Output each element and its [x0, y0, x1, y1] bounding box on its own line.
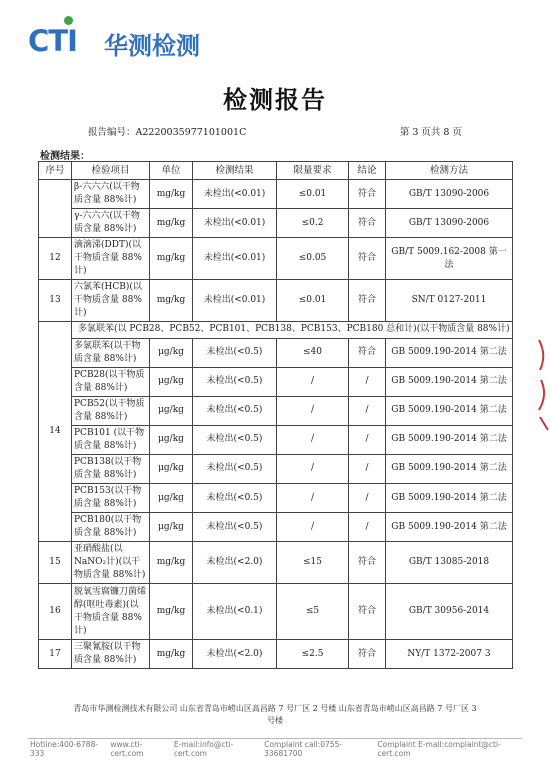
table-header-row [39, 162, 513, 180]
cell-result: 未检出(<2.0) [193, 542, 277, 584]
cell-limit: ≤0.05 [277, 238, 349, 280]
cell-limit: ≤0.2 [277, 209, 349, 238]
cell-limit: ≤15 [277, 542, 349, 584]
cell-no: 15 [39, 542, 72, 584]
footer-contact [30, 740, 530, 758]
cell-unit: μg/kg [150, 513, 193, 542]
cell-no: 13 [39, 280, 72, 322]
cell-result: 未检出(<2.0) [193, 640, 277, 669]
table-row [39, 513, 513, 542]
table-row [39, 238, 513, 280]
cell-item: 脱氧雪腐镰刀菌烯醇(呕吐毒素)(以干物质含量 88%计) [72, 584, 150, 640]
footer-address: 青岛市华测检测技术有限公司 山东省青岛市崂山区高昌路 7 号厂区 2 号楼 山东省青岛市崂山区高昌路 7 号厂区 3 号楼 [73, 704, 477, 725]
cell-limit: ≤0.01 [277, 180, 349, 209]
table-row [39, 425, 513, 454]
report-number: 报告编号：A2220035977101001C [88, 127, 247, 138]
header-unit: 单位 [150, 162, 193, 180]
cell-item: β-六六六(以干物质含量 88%计) [72, 180, 150, 209]
cell-method: GB 5009.190-2014 第二法 [386, 367, 513, 396]
footer-complaint-email: Complaint E-mail:complaint@cti-cert.com [377, 740, 501, 758]
cell-method: GB 5009.190-2014 第二法 [386, 454, 513, 483]
header-no: 序号 [39, 162, 72, 180]
cell-no: 14 [39, 322, 72, 542]
footer-complaint-call: Complaint call:0755-33681700 [264, 740, 343, 758]
red-seal-stamp [537, 335, 550, 435]
cell-limit: ≤5 [277, 584, 349, 640]
table-row [39, 454, 513, 483]
footer-hotline: Hotline:400-6788-333 [30, 740, 99, 758]
cell-limit: ≤2.5 [277, 640, 349, 669]
cell-conclusion: / [349, 396, 386, 425]
table-row [39, 640, 513, 669]
cell-item: 亚硝酸盐(以 NaNO₂计)(以干物质含量 88%计) [72, 542, 150, 584]
seal-fragment-icon [537, 335, 550, 435]
table-row [39, 180, 513, 209]
cell-method: GB 5009.190-2014 第二法 [386, 425, 513, 454]
cell-item: PCB153(以干物质含量 88%计) [72, 483, 150, 512]
footer-divider [28, 738, 522, 739]
cell-result: 未检出(<0.01) [193, 180, 277, 209]
cell-item: 滴滴涕(DDT)(以干物质含量 88%计) [72, 238, 150, 280]
cell-conclusion: / [349, 513, 386, 542]
cell-method: GB/T 30956-2014 [386, 584, 513, 640]
cell-result: 未检出(<0.5) [193, 338, 277, 367]
cell-conclusion: / [349, 425, 386, 454]
cell-unit: mg/kg [150, 584, 193, 640]
table-row [39, 542, 513, 584]
cell-conclusion: 符合 [349, 542, 386, 584]
cell-result: 未检出(<0.5) [193, 454, 277, 483]
cell-result: 未检出(<0.01) [193, 280, 277, 322]
cell-item: 三聚氰胺(以干物质含量 88%计) [72, 640, 150, 669]
cell-method: GB 5009.190-2014 第二法 [386, 338, 513, 367]
cell-unit: μg/kg [150, 454, 193, 483]
table-row [39, 209, 513, 238]
company-logo [28, 22, 218, 58]
cell-limit: ≤0.01 [277, 280, 349, 322]
cell-unit: μg/kg [150, 425, 193, 454]
header-limit: 限量要求 [277, 162, 349, 180]
cell-conclusion: 符合 [349, 180, 386, 209]
header-conclusion: 结论 [349, 162, 386, 180]
cell-conclusion: 符合 [349, 238, 386, 280]
cell-method: GB 5009.190-2014 第二法 [386, 396, 513, 425]
cell-method: NY/T 1372-2007 3 [386, 640, 513, 669]
cell-no: 17 [39, 640, 72, 669]
cell-conclusion: 符合 [349, 640, 386, 669]
cell-method: GB/T 5009.162-2008 第一法 [386, 238, 513, 280]
cell-method: SN/T 0127-2011 [386, 280, 513, 322]
table-row [39, 483, 513, 512]
cell-conclusion: 符合 [349, 280, 386, 322]
cell-item: PCB28(以干物质含量 88%计) [72, 367, 150, 396]
table-row [39, 367, 513, 396]
cell-limit: / [277, 396, 349, 425]
pcb-group-header: 多氯联苯(以 PCB28、PCB52、PCB101、PCB138、PCB153、PCB180 总和计)(以干物质含量 88%计) [72, 322, 513, 338]
cell-unit: mg/kg [150, 238, 193, 280]
logo-brand: CTI [28, 24, 77, 58]
cell-limit: / [277, 454, 349, 483]
cell-conclusion: / [349, 454, 386, 483]
cell-item: PCB138(以干物质含量 88%计) [72, 454, 150, 483]
cell-unit: mg/kg [150, 542, 193, 584]
section-label: 检测结果： [40, 151, 90, 162]
cell-conclusion: 符合 [349, 338, 386, 367]
cell-unit: mg/kg [150, 640, 193, 669]
cell-result: 未检出(<0.01) [193, 209, 277, 238]
cell-item: PCB52(以干物质含量 88%计) [72, 396, 150, 425]
page-info: 第 3 页共 8 页 [399, 127, 462, 138]
cell-conclusion: / [349, 483, 386, 512]
cell-result: 未检出(<0.5) [193, 396, 277, 425]
cell-result: 未检出(<0.5) [193, 513, 277, 542]
cell-limit: / [277, 513, 349, 542]
cell-result: 未检出(<0.01) [193, 238, 277, 280]
cell-result: 未检出(<0.5) [193, 425, 277, 454]
cell-unit: μg/kg [150, 338, 193, 367]
cell-result: 未检出(<0.5) [193, 367, 277, 396]
table-row [39, 396, 513, 425]
table-row [39, 322, 513, 338]
cell-result: 未检出(<0.5) [193, 483, 277, 512]
header-result: 检测结果 [193, 162, 277, 180]
cell-method: GB/T 13085-2018 [386, 542, 513, 584]
cell-item: γ-六六六(以干物质含量 88%计) [72, 209, 150, 238]
cell-unit: μg/kg [150, 367, 193, 396]
logo-name-cn: 华测检测 [104, 32, 200, 60]
cell-item: 多氯联苯(以干物质含量 88%计) [72, 338, 150, 367]
cell-method: GB/T 13090-2006 [386, 180, 513, 209]
cell-method: GB 5009.190-2014 第二法 [386, 513, 513, 542]
cell-limit: ≤40 [277, 338, 349, 367]
header-item: 检验项目 [72, 162, 150, 180]
cell-conclusion: 符合 [349, 209, 386, 238]
cell-conclusion: 符合 [349, 584, 386, 640]
table-row [39, 280, 513, 322]
table-row [39, 584, 513, 640]
cell-result: 未检出(<0.1) [193, 584, 277, 640]
cell-no: 16 [39, 584, 72, 640]
cell-limit: / [277, 367, 349, 396]
report-title: 检测报告 [223, 85, 327, 114]
cell-unit: μg/kg [150, 396, 193, 425]
cell-unit: mg/kg [150, 209, 193, 238]
cell-item: PCB101 (以干物质含量 88%计) [72, 425, 150, 454]
cell-unit: mg/kg [150, 280, 193, 322]
results-table [38, 161, 513, 669]
table-row [39, 338, 513, 367]
footer-website: www.cti-cert.com [110, 740, 144, 758]
cell-limit: / [277, 425, 349, 454]
cell-item: PCB180(以干物质含量 88%计) [72, 513, 150, 542]
cell-item: 六氯苯(HCB)(以干物质含量 88%计) [72, 280, 150, 322]
cell-unit: mg/kg [150, 180, 193, 209]
cell-unit: μg/kg [150, 483, 193, 512]
cell-method: GB/T 13090-2006 [386, 209, 513, 238]
cell-method: GB 5009.190-2014 第二法 [386, 483, 513, 512]
cell-no: 12 [39, 238, 72, 280]
header-method: 检测方法 [386, 162, 513, 180]
footer-email: E-mail:info@cti-cert.com [173, 740, 234, 758]
cell-limit: / [277, 483, 349, 512]
cell-conclusion: / [349, 367, 386, 396]
cell-no [39, 180, 72, 238]
